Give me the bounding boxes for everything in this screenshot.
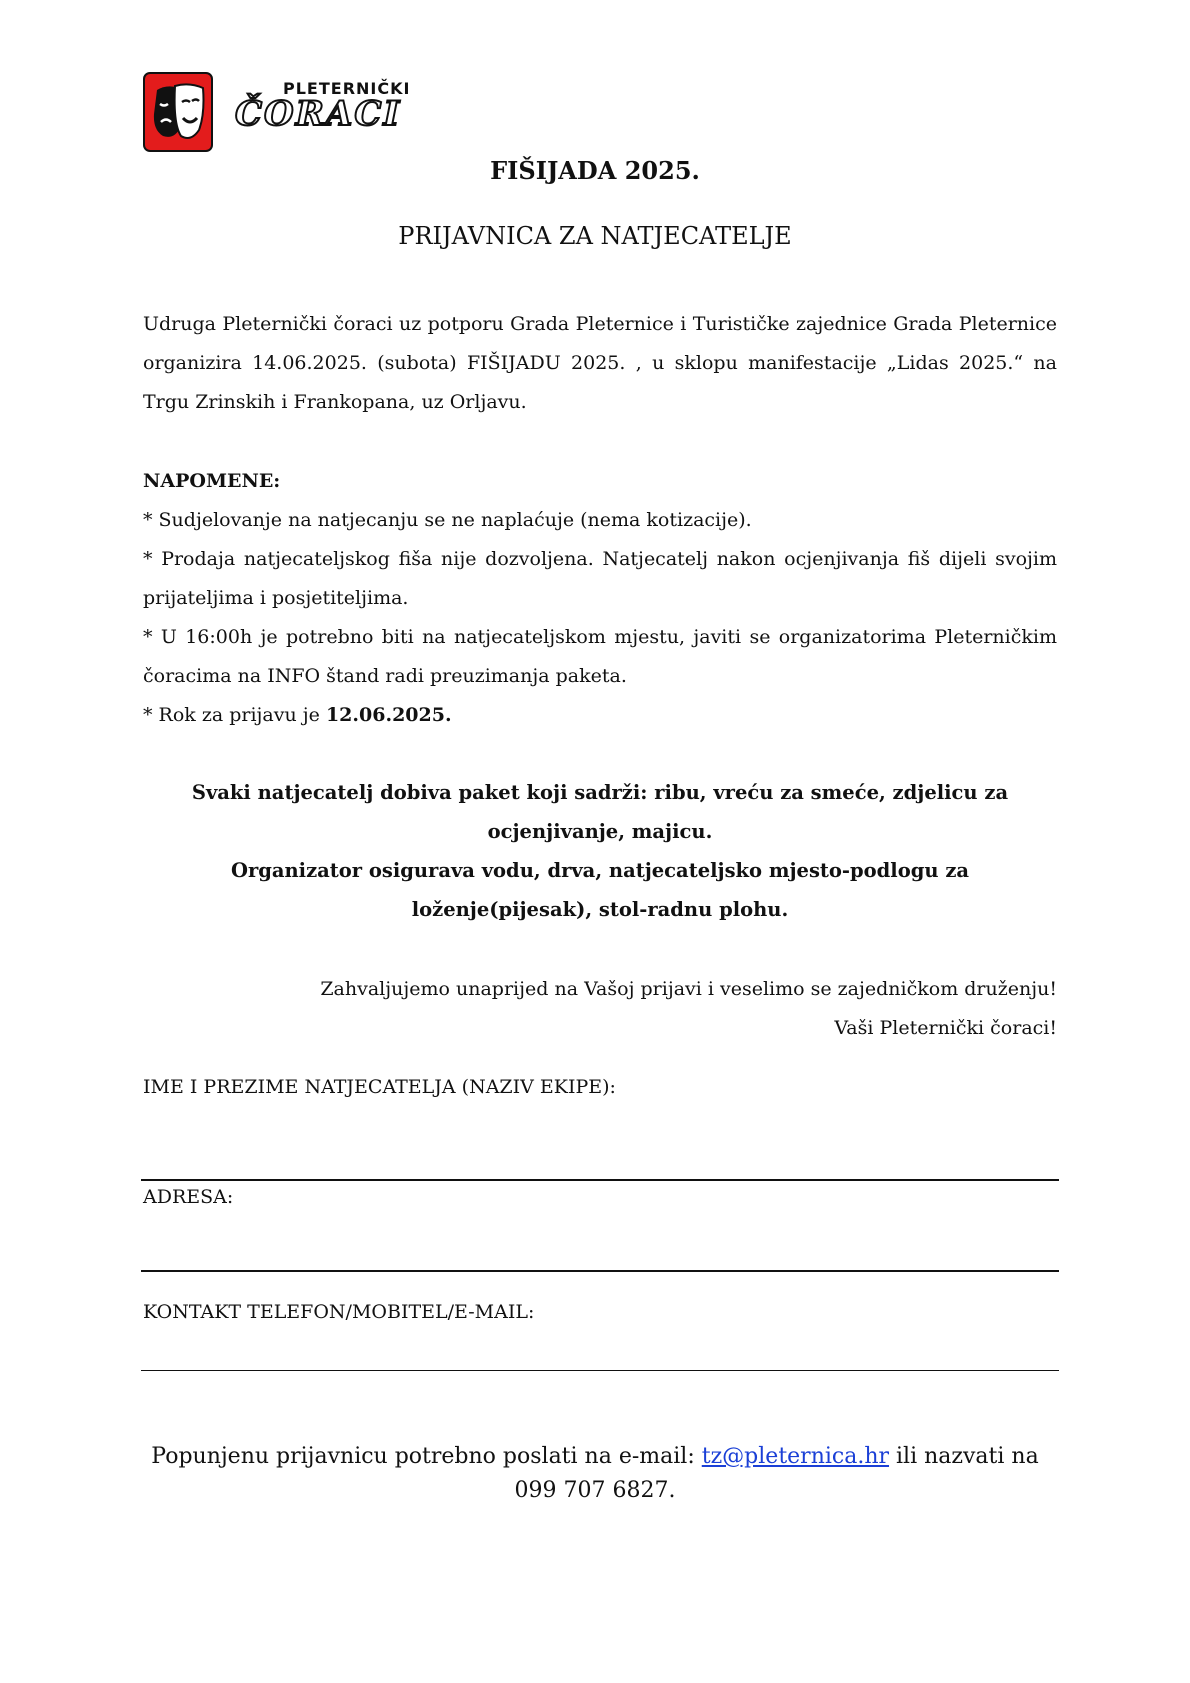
footer-prefix: Popunjenu prijavnicu potrebno poslati na e-mail: (151, 1444, 702, 1469)
package-info (143, 773, 1057, 929)
footer-middle: ili nazvati na (889, 1444, 1039, 1469)
note-item: * Sudjelovanje na natjecanju se ne naplaćuje (nema kotizacije). (143, 509, 752, 531)
document-title: FIŠIJADA 2025. (490, 156, 700, 185)
package-contents: Svaki natjecatelj dobiva paket koji sadrži: ribu, vreću za smeće, zdjelicu za ocjenjivanje, majicu. (191, 781, 1009, 843)
deadline-prefix: * Rok za prijavu je (143, 704, 326, 726)
deadline-date: 12.06.2025. (325, 704, 452, 726)
organizer-provides: Organizator osigurava vodu, drva, natjecateljsko mjesto-podlogu za loženje(pijesak), stol-radnu plohu. (230, 859, 970, 921)
contact-field-line[interactable] (141, 1370, 1059, 1371)
name-field-line[interactable] (141, 1179, 1059, 1181)
note-item: * Prodaja natjecateljskog fiša nije dozvoljena. Natjecatelj nakon ocjenjivanja fiš dijeli svojim prijateljima i posjetiteljima. (143, 548, 1057, 609)
name-field-label: IME I PREZIME NATJECATELJA (NAZIV EKIPE): (143, 1076, 616, 1098)
theater-mask-logo-icon (143, 72, 213, 152)
intro-paragraph: Udruga Pleternički čoraci uz potporu Grada Pleternice i Turističke zajednice Grada Pleternice organizira 14.06.2025. (subota) FIŠIJADU 2025. , u sklopu manifestacije „Lidas 2025.“ na Trgu Zrinskih i Frankopana, uz Orljavu. (143, 313, 1057, 413)
signature-line: Vaši Pleternički čoraci! (834, 1017, 1057, 1039)
note-item: * U 16:00h je potrebno biti na natjecateljskom mjestu, javiti se organizatorima Pleterničkim čoracima na INFO štand radi preuzimanja paketa. (143, 626, 1057, 687)
submission-instructions (150, 1440, 1040, 1508)
email-link[interactable]: tz@pleternica.hr (701, 1444, 890, 1469)
document-subtitle: PRIJAVNICA ZA NATJECATELJE (398, 222, 792, 250)
thanks-block (143, 970, 1057, 1048)
logo-text-big: ČORACI (235, 94, 402, 134)
phone-number: 099 707 6827. (514, 1478, 676, 1503)
address-field-label: ADRESA: (143, 1186, 234, 1208)
notes-section (143, 462, 1057, 735)
logo-text-small: PLETERNIČKI (283, 79, 411, 98)
notes-heading: NAPOMENE: (143, 470, 281, 492)
organization-logo (143, 72, 433, 154)
note-deadline (143, 696, 1057, 735)
contact-field-label: KONTAKT TELEFON/MOBITEL/E-MAIL: (143, 1301, 535, 1323)
address-field-line[interactable] (141, 1270, 1059, 1272)
thanks-line: Zahvaljujemo unaprijed na Vašoj prijavi i veselimo se zajedničkom druženju! (320, 978, 1057, 1000)
